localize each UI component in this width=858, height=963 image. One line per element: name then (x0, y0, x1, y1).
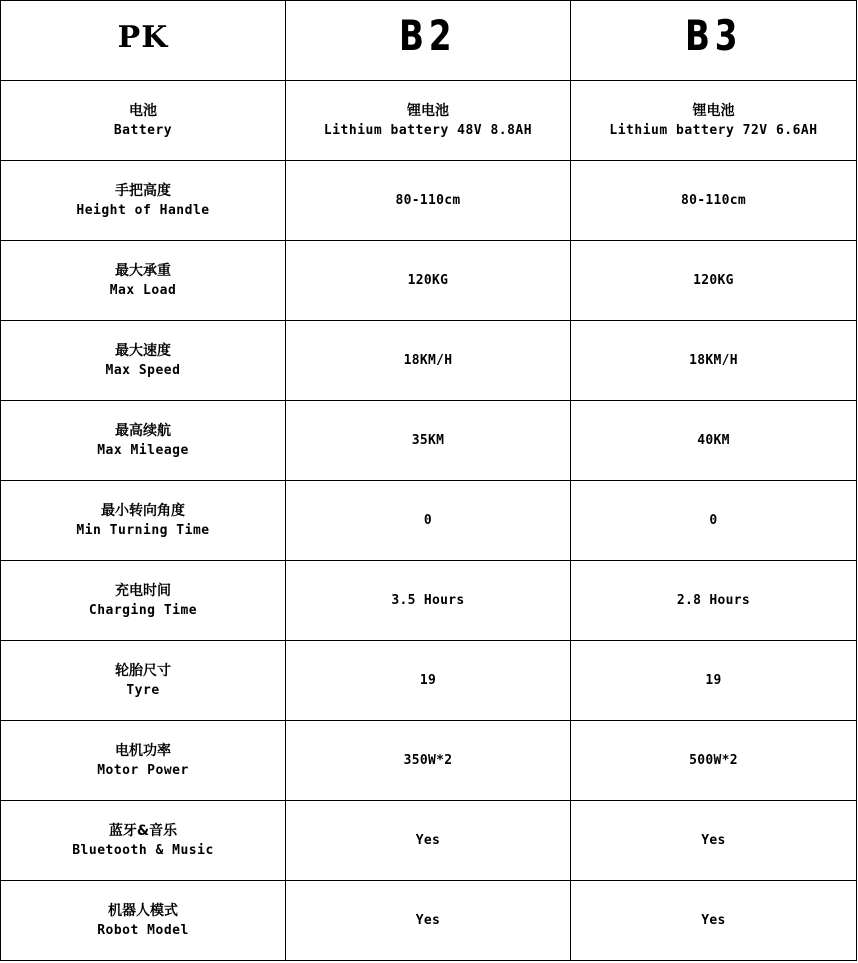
row-label-cell (1, 241, 286, 321)
row-value-b3: 19 (705, 673, 722, 688)
header-model-b2: B2 (399, 10, 457, 60)
header-model-b2-cell (286, 1, 571, 81)
header-row (1, 1, 857, 81)
row-value-b3-cell (571, 161, 857, 241)
row-label-en: Max Load (109, 282, 177, 298)
row-label-en: Max Mileage (97, 442, 189, 458)
row-label-en: Max Speed (105, 362, 181, 378)
header-pk-cell (1, 1, 286, 81)
row-label-cell (1, 801, 286, 881)
row-value-b2-cell (286, 241, 571, 321)
row-label-cn: 最大承重 (115, 262, 171, 279)
row-value-b3-cell (571, 641, 857, 721)
row-value-b3: 40KM (697, 433, 730, 448)
row-value-b2-cell (286, 721, 571, 801)
row-label-cn: 电池 (129, 102, 157, 119)
row-value-b3: Lithium battery 72V 6.6AH (609, 122, 818, 138)
table-row (1, 81, 857, 161)
row-label-cn: 最高续航 (115, 422, 171, 439)
row-label-en: Battery (113, 122, 173, 138)
header-pk: PK (117, 20, 169, 55)
row-label-en: Tyre (126, 682, 160, 698)
row-value-b2-cell (286, 641, 571, 721)
row-value-b3: Yes (701, 913, 726, 928)
row-value-b3-cell (571, 481, 857, 561)
row-value-b3: 2.8 Hours (676, 593, 751, 608)
row-value-b3: 80-110cm (680, 193, 746, 208)
table-row (1, 801, 857, 881)
table-row (1, 321, 857, 401)
row-label-cell (1, 481, 286, 561)
table-row (1, 161, 857, 241)
table-row (1, 881, 857, 961)
row-value-b2: 3.5 Hours (391, 593, 465, 608)
row-label-cn: 最小转向角度 (101, 502, 185, 519)
row-label-en: Robot Model (97, 922, 189, 938)
row-label-cell (1, 321, 286, 401)
row-value-b3: 120KG (693, 273, 734, 288)
row-label-cell (1, 561, 286, 641)
row-label-cell (1, 161, 286, 241)
row-value-b3-cell (571, 81, 857, 161)
row-value-b3: 500W*2 (689, 753, 738, 768)
row-value-b2-cell (286, 801, 571, 881)
table-row (1, 241, 857, 321)
row-value-b2: Yes (415, 833, 441, 848)
row-label-en: Charging Time (88, 602, 198, 618)
table-row (1, 561, 857, 641)
table-row (1, 401, 857, 481)
row-label-cell (1, 881, 286, 961)
row-value-b2: 80-110cm (395, 193, 461, 208)
row-value-b2: Lithium battery 48V 8.8AH (323, 122, 533, 138)
row-value-b3-cell (571, 721, 857, 801)
row-value-b2-cell (286, 561, 571, 641)
row-value-b2: 120KG (407, 273, 449, 288)
row-value-b3-cell (571, 881, 857, 961)
row-value-b2: 18KM/H (403, 353, 453, 368)
row-label-cn: 蓝牙&音乐 (108, 822, 178, 839)
row-value-b2: 350W*2 (403, 753, 453, 768)
row-value-b3-cell (571, 401, 857, 481)
row-label-cell (1, 641, 286, 721)
row-label-cn: 最大速度 (115, 342, 171, 359)
table-row (1, 641, 857, 721)
row-value-b3-cell (571, 561, 857, 641)
row-value-b3-cell (571, 321, 857, 401)
row-value-b2: 35KM (411, 433, 445, 448)
row-label-en: Motor Power (97, 762, 189, 778)
row-value-b2-cn: 锂电池 (407, 102, 449, 119)
row-value-b2-cell (286, 481, 571, 561)
row-label-en: Min Turning Time (76, 522, 210, 538)
header-model-b3-cell (571, 1, 857, 81)
row-value-b2: 19 (419, 673, 437, 688)
row-value-b3-cn: 锂电池 (692, 102, 735, 119)
row-value-b2-cell (286, 401, 571, 481)
table-row (1, 481, 857, 561)
row-value-b3: 18KM/H (689, 353, 738, 368)
row-label-cell (1, 81, 286, 161)
row-label-cn: 机器人模式 (108, 902, 178, 919)
row-value-b2: 0 (423, 513, 433, 528)
row-label-cn: 手把高度 (115, 182, 171, 199)
row-value-b3: Yes (701, 833, 726, 848)
header-model-b3: B3 (684, 10, 743, 60)
row-label-cn: 电机功率 (115, 742, 171, 759)
row-value-b2-cell (286, 81, 571, 161)
row-value-b3-cell (571, 241, 857, 321)
row-value-b2-cell (286, 881, 571, 961)
row-value-b3-cell (571, 801, 857, 881)
row-label-en: Height of Handle (76, 202, 210, 218)
row-value-b3: 0 (709, 513, 718, 528)
table-row (1, 721, 857, 801)
row-label-cell (1, 721, 286, 801)
row-label-en: Bluetooth & Music (72, 842, 214, 858)
row-label-cn: 轮胎尺寸 (115, 662, 171, 679)
row-label-cell (1, 401, 286, 481)
row-value-b2-cell (286, 321, 571, 401)
row-label-cn: 充电时间 (115, 582, 171, 599)
row-value-b2-cell (286, 161, 571, 241)
row-value-b2: Yes (415, 913, 441, 928)
